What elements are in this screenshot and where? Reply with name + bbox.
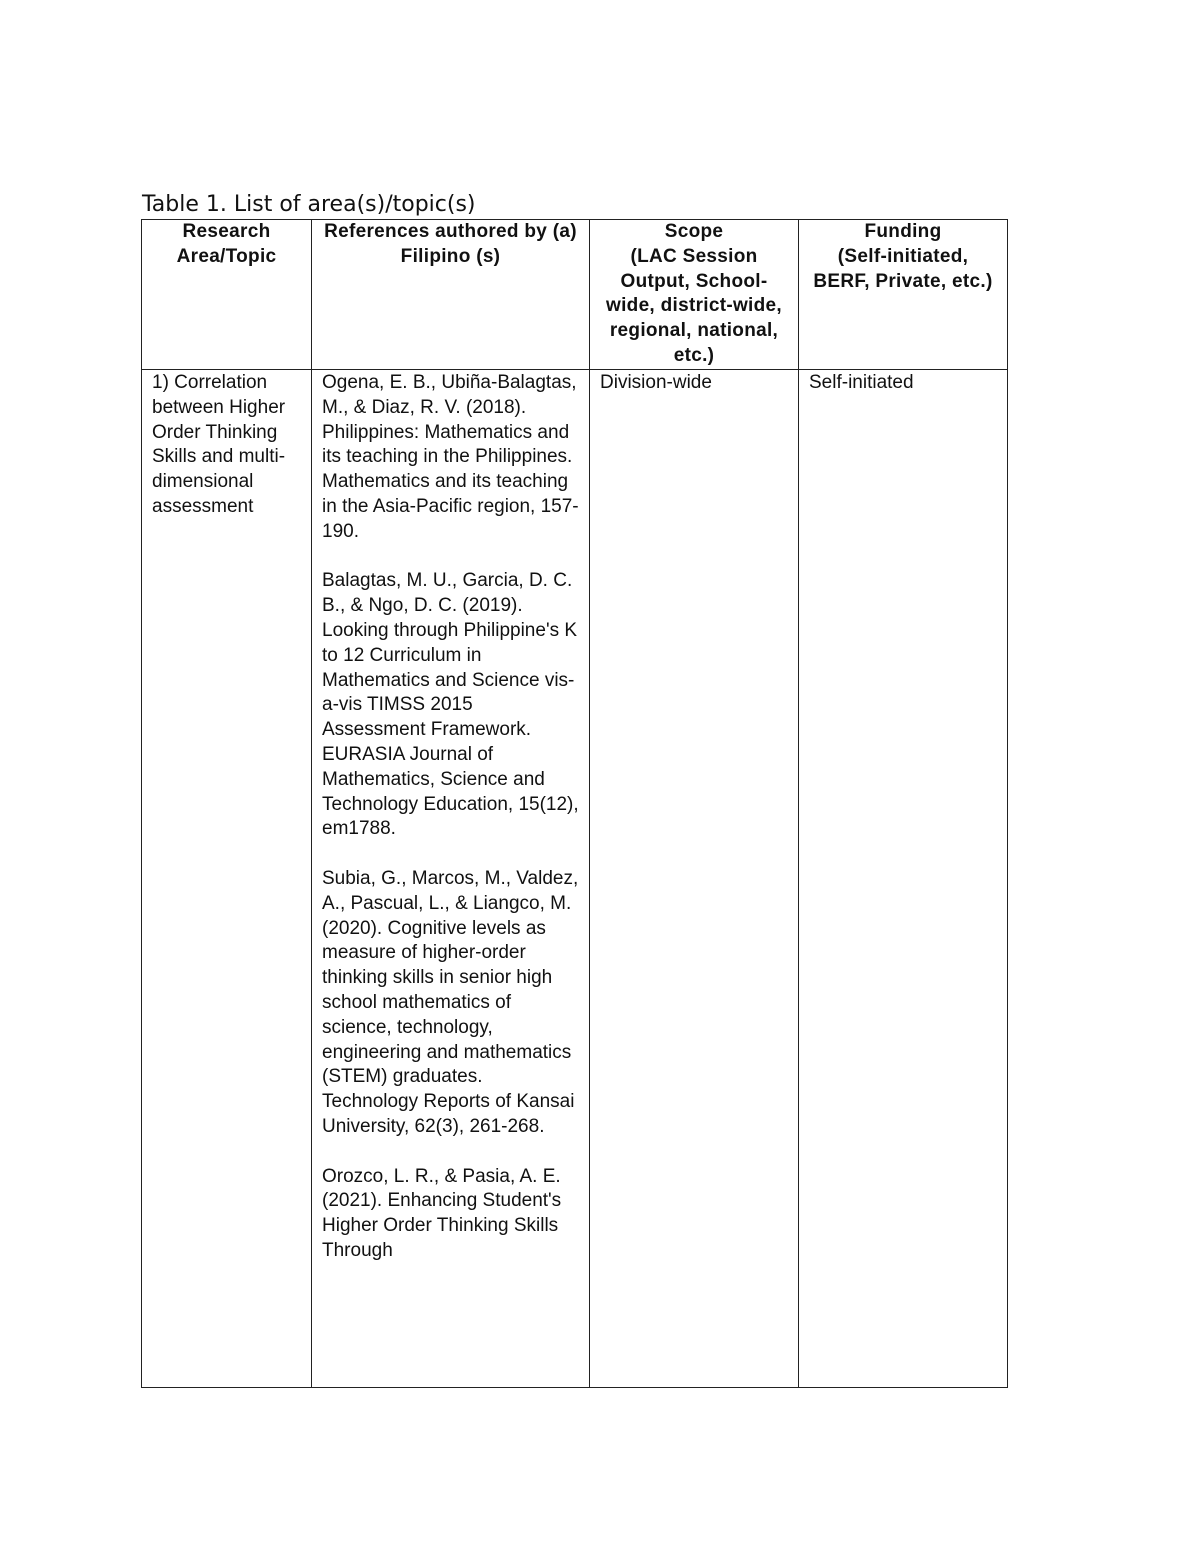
header-research-area (142, 220, 312, 370)
scope-value: Division-wide (600, 372, 712, 393)
reference-item: Ogena, E. B., Ubiña-Balagtas, M., & Diaz, R. V. (2018). Philippines: Mathematics and its teaching in the Philippines. Mathematics and its teaching in the Asia-Pacific region, 157-190. (322, 372, 579, 542)
header-references-label: References authored by (a) Filipino (s) (324, 221, 577, 267)
table-row (142, 370, 1008, 1388)
header-scope (590, 220, 799, 370)
header-funding (799, 220, 1008, 370)
header-scope-detail: (LAC Session Output, School-wide, district-wide, regional, national, etc.) (606, 245, 782, 366)
topics-table (141, 219, 1008, 1388)
header-scope-title: Scope (664, 221, 724, 242)
header-references (312, 220, 590, 370)
cell-funding (799, 370, 1008, 1388)
cell-references (312, 370, 590, 1388)
header-funding-title: Funding (864, 221, 942, 242)
table-caption: Table 1. List of area(s)/topic(s) (142, 192, 476, 217)
cell-scope (590, 370, 799, 1388)
header-research-area-label: Research Area/Topic (176, 221, 277, 267)
reference-item: Balagtas, M. U., Garcia, D. C. B., & Ngo, D. C. (2019). Looking through Philippine's K to 12 Curriculum in Mathematics and Science vis-a-vis TIMSS 2015 Assessment Framework. EURASIA Journal of Mathematics, Science and Technology Education, 15(12), em1788. (322, 570, 579, 840)
reference-item: Orozco, L. R., & Pasia, A. E. (2021). Enhancing Student's Higher Order Thinking Skills Through (322, 1165, 562, 1261)
research-area-text: 1) Correlation between Higher Order Thinking Skills and multi-dimensional assessment (152, 372, 286, 517)
table-header-row (142, 220, 1008, 370)
reference-item: Subia, G., Marcos, M., Valdez, A., Pascual, L., & Liangco, M. (2020). Cognitive levels as measure of higher-order thinking skills in senior high school mathematics of science, technology, engineering and mathematics (STEM) graduates. Technology Reports of Kansai University, 62(3), 261-268. (322, 867, 579, 1137)
header-funding-detail: (Self-initiated, BERF, Private, etc.) (813, 245, 993, 292)
funding-value: Self-initiated (809, 372, 914, 393)
cell-research-area (142, 370, 312, 1388)
